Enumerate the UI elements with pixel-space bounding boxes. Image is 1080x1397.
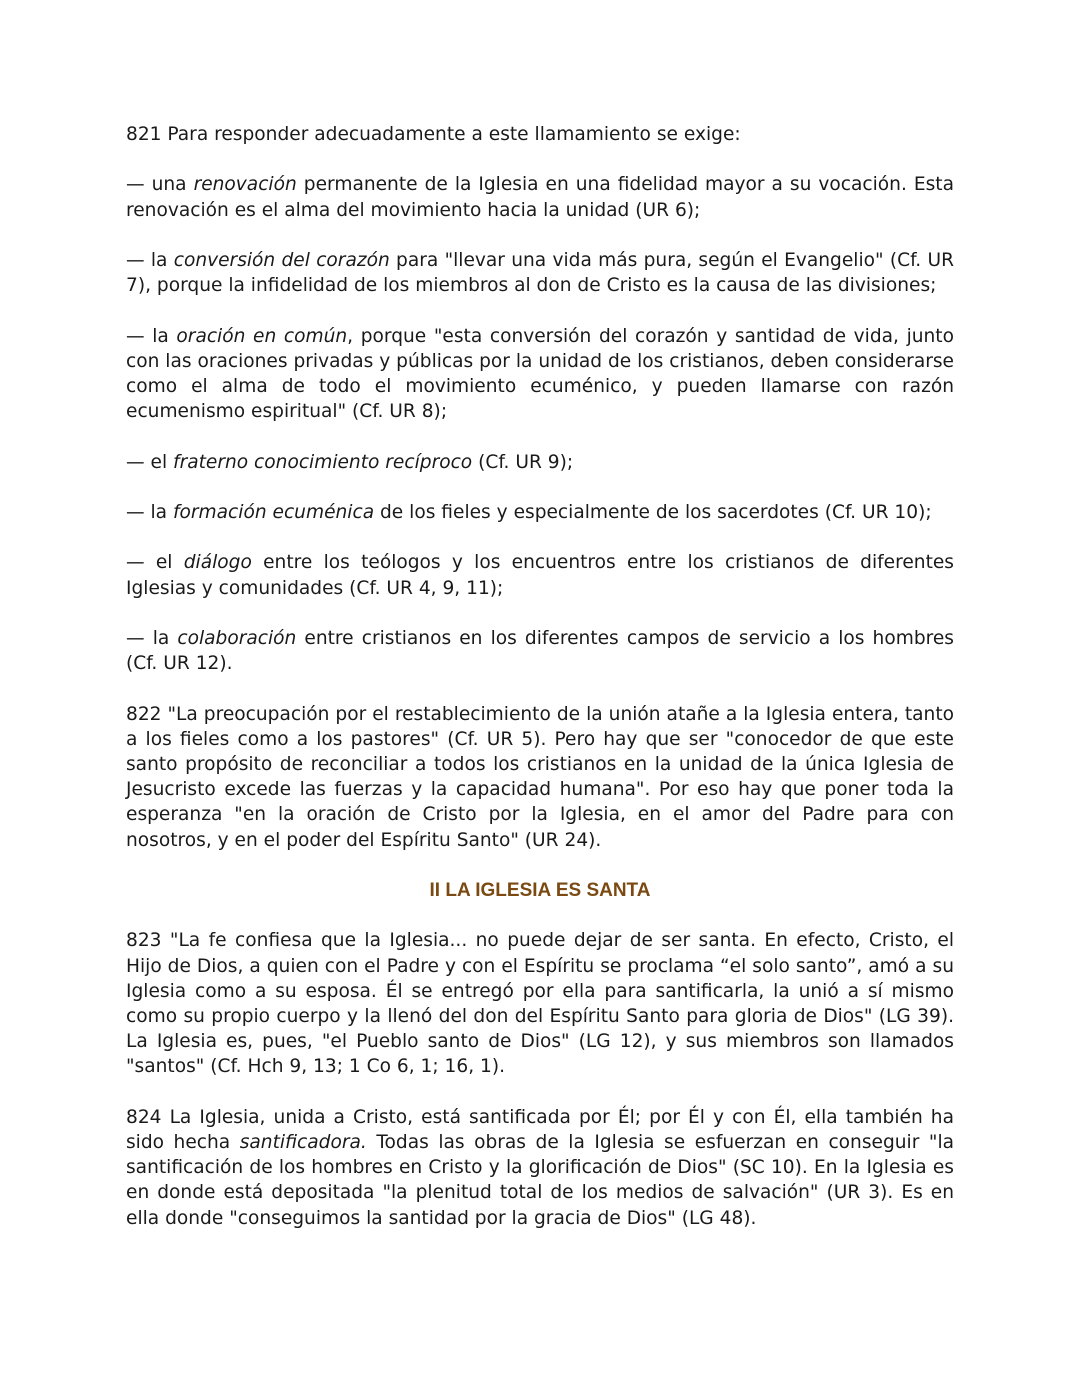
list-item-colaboracion — [126, 626, 954, 676]
list-item-oracion — [126, 324, 954, 425]
item-text: (Cf. UR 9); — [472, 451, 574, 473]
item-text: para "llevar una vida más pura, según el Evangelio" (Cf. UR 7), porque la infidelidad de los miembros al don de Cristo es la causa de las divisiones; — [126, 249, 954, 297]
item-prefix: — la — [126, 249, 174, 271]
paragraph-821-intro: 821 Para responder adecuadamente a este llamamiento se exige: — [126, 124, 741, 145]
item-emphasis: fraterno conocimiento recíproco — [173, 451, 473, 473]
section-heading: II LA IGLESIA ES SANTA — [429, 879, 651, 901]
item-emphasis: oración en común — [176, 325, 348, 347]
paragraph-822: 822 "La preocupación por el restablecimiento de la unión atañe a la Iglesia entera, tanto a los fieles como a los pastores" (Cf. UR 5). Pero hay que ser "conocedor de que este santo propósito de reconciliar a todos los cristianos en la unidad de la única Iglesia de Jesucristo excede las fuerzas y la capacidad humana". Por eso hay que poner toda la esperanza "en la oración de Cristo por la Iglesia, en el amor del Padre para con nosotros, y en el poder del Espíritu Santo" (UR 24). — [126, 703, 954, 851]
list-item-renovacion — [126, 172, 954, 222]
item-prefix: — una — [126, 174, 194, 196]
item-text: entre los teólogos y los encuentros entre los cristianos de diferentes Iglesias y comunidades (Cf. UR 4, 9, 11); — [126, 552, 954, 599]
item-emphasis: renovación — [193, 174, 297, 196]
paragraph-824-emphasis: santificadora. — [239, 1131, 367, 1153]
item-text: permanente de la Iglesia en una fidelidad mayor a su vocación. Esta renovación es el alma del movimiento hacia la unidad (UR 6); — [126, 174, 954, 221]
item-prefix: — la — [126, 325, 177, 347]
item-prefix: — el — [126, 552, 184, 574]
item-text: , porque "esta conversión del corazón y santidad de vida, junto con las oraciones privadas y públicas por la unidad de los cristianos, deben considerarse como el alma de todo el movimiento ecuménico, y pueden llamarse con razón ecumenismo espiritual" (Cf. UR 8); — [126, 325, 954, 423]
document-page — [126, 122, 954, 1256]
item-emphasis: formación ecuménica — [172, 501, 375, 523]
list-item-dialogo — [126, 550, 954, 600]
paragraph-823: 823 "La fe confiesa que la Iglesia... no puede dejar de ser santa. En efecto, Cristo, el Hijo de Dios, a quien con el Padre y con el Espíritu se proclama “el solo santo”, amó a su Iglesia como a su esposa. Él se entregó por ella para santificarla, la unió a sí mismo como su propio cuerpo y la llenó del don del Espíritu Santo para gloria de Dios" (LG 39). La Iglesia es, pues, "el Pueblo santo de Dios" (LG 12), y sus miembros son llamados "santos" (Cf. Hch 9, 13; 1 Co 6, 1; 16, 1). — [126, 930, 954, 1078]
item-emphasis: diálogo — [183, 552, 252, 574]
item-emphasis: conversión del corazón — [173, 249, 390, 271]
list-item-conversion — [126, 248, 954, 298]
item-prefix: — la — [126, 627, 178, 649]
paragraph-824-text-rest: Todas las obras de la Iglesia se esfuerzan en conseguir "la santificación de los hombres en Cristo y la glorificación de Dios" (SC 10). En la Iglesia es en donde está depositada "la plenitud total de los medios de salvación" (UR 3). Es en ella donde "conseguimos la santidad por la gracia de Dios" (LG 48). — [126, 1131, 954, 1229]
item-emphasis: colaboración — [177, 627, 297, 649]
list-item-formacion — [126, 500, 954, 525]
item-text: entre cristianos en los diferentes campos de servicio a los hombres (Cf. UR 12). — [126, 627, 954, 675]
list-item-conocimiento — [126, 450, 954, 475]
item-prefix: — la — [126, 501, 173, 523]
item-text: de los fieles y especialmente de los sacerdotes (Cf. UR 10); — [374, 501, 932, 523]
paragraph-824 — [126, 1105, 954, 1231]
paragraph-824-text: 824 La Iglesia, unida a Cristo, está santificada por Él; por Él y con Él, ella también ha sido hecha — [126, 1106, 954, 1153]
item-prefix: — el — [126, 451, 174, 473]
